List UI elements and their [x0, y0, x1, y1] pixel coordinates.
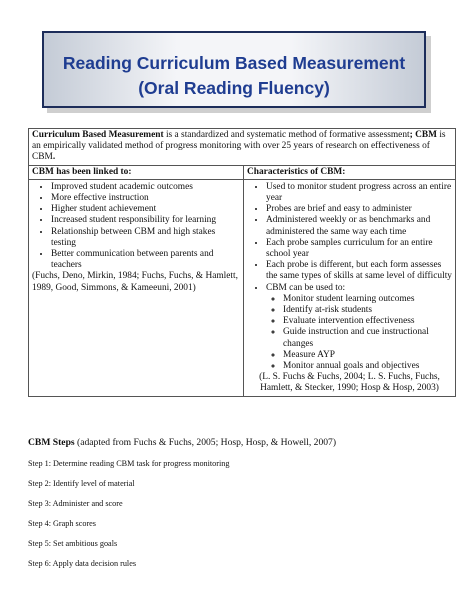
list-item: • Higher student achievement: [51, 204, 240, 215]
intro-term-cbm-full: Curriculum Based Measurement: [32, 130, 164, 140]
sublist-item: ◦ Measure AYP: [283, 350, 452, 361]
characteristics-list: [247, 182, 452, 372]
intro-separator: ;: [409, 130, 416, 140]
cbm-info-table: [28, 128, 456, 397]
list-item-label: CBM can be used to:: [266, 282, 346, 293]
linked-to-citation: (Fuchs, Deno, Mirkin, 1984; Fuchs, Fuchs, & Hamlett, 1989, Good, Simmons, & Kameeuni, 2001): [32, 271, 238, 293]
list-item: • Increased student responsibility for learning: [51, 215, 240, 226]
page-title: Reading Curriculum Based Measurement: [62, 53, 406, 73]
intro-text-2: is an empirically validated method of progress monitoring with over 25 years of research on effectiveness of CBM: [32, 130, 446, 163]
list-item: • Probes are brief and easy to administer: [266, 204, 452, 215]
cbm-uses-sublist: [266, 294, 452, 372]
intro-cell: [29, 129, 456, 166]
list-item: • Improved student academic outcomes: [51, 182, 240, 193]
sublist-item: ◦ Evaluate intervention effectiveness: [283, 316, 452, 327]
step-item: Step 6: Apply data decision rules: [28, 559, 137, 568]
list-item: • Better communication between parents and teachers: [51, 249, 240, 271]
linked-to-list: [32, 182, 240, 272]
intro-paragraph: [32, 130, 452, 164]
intro-term-cbm: CBM: [415, 130, 437, 140]
list-item: • Administered weekly or as benchmarks and administered the same way each time: [266, 215, 452, 237]
steps-title: CBM Steps: [28, 437, 75, 448]
intro-text-1: is a standardized and systematic method of formative assessment: [163, 130, 410, 140]
step-item: Step 5: Set ambitious goals: [28, 539, 118, 548]
list-item: • Each probe samples curriculum for an entire school year: [266, 238, 452, 260]
list-item: • Relationship between CBM and high stakes testing: [51, 227, 240, 249]
intro-end: .: [52, 152, 56, 163]
sublist-item: ◦ Identify at-risk students: [283, 305, 452, 316]
list-item: • Each probe is different, but each form assesses the same types of skills at same level of difficulty: [266, 260, 452, 282]
list-item: • Used to monitor student progress across an entire year: [266, 182, 452, 204]
step-item: Step 2: Identify level of material: [28, 479, 135, 488]
title-banner: [42, 31, 426, 108]
sublist-item: ◦ Monitor annual goals and objectives: [283, 361, 452, 372]
sublist-item: ◦ Monitor student learning outcomes: [283, 294, 452, 305]
step-item: Step 3: Administer and score: [28, 499, 123, 508]
characteristics-citation: (L. S. Fuchs & Fuchs, 2004; L. S. Fuchs, Fuchs, Hamlett, & Stecker, 1990; Hosp & Hosp, 2003): [259, 372, 440, 394]
characteristics-header: Characteristics of CBM:: [244, 165, 456, 179]
step-item: Step 1: Determine reading CBM task for progress monitoring: [28, 459, 230, 468]
list-item: • More effective instruction: [51, 193, 240, 204]
step-item: Step 4: Graph scores: [28, 519, 96, 528]
linked-to-header: CBM has been linked to:: [29, 165, 244, 179]
linked-to-cell: [29, 179, 244, 396]
page-subtitle: (Oral Reading Fluency): [138, 78, 330, 98]
steps-source: (adapted from Fuchs & Fuchs, 2005; Hosp, Hosp, & Howell, 2007): [74, 437, 337, 448]
steps-heading: [28, 437, 336, 448]
characteristics-cell: [244, 179, 456, 396]
sublist-item: ◦ Guide instruction and cue instructional changes: [283, 327, 452, 349]
list-item: [266, 283, 452, 373]
